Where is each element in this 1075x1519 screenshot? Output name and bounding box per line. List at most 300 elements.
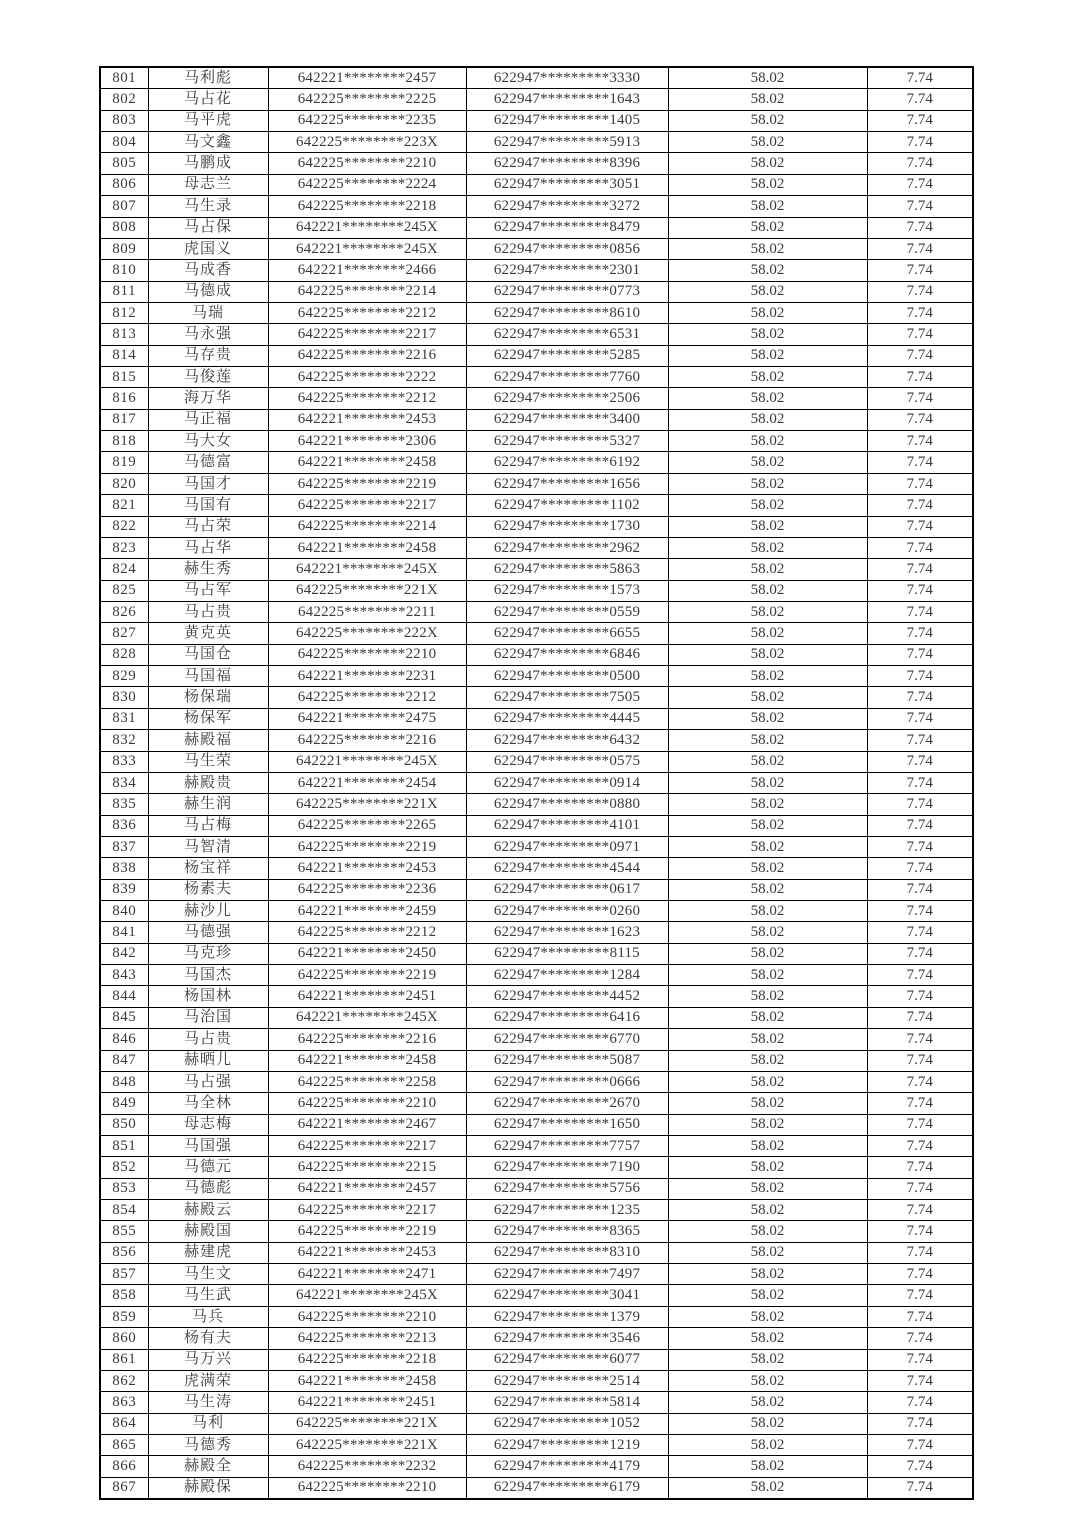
row-number: 841	[100, 922, 148, 943]
bank-card-masked: 622947*********0666	[466, 1071, 668, 1092]
rate-value: 7.74	[867, 708, 973, 729]
row-number: 816	[100, 388, 148, 409]
row-number: 811	[100, 281, 148, 302]
id-number-masked: 642221********2458	[268, 537, 466, 558]
row-number: 813	[100, 324, 148, 345]
table-row	[100, 1093, 973, 1114]
amount-value: 58.02	[668, 452, 867, 473]
rate-value: 7.74	[867, 67, 973, 89]
bank-card-masked: 622947*********5814	[466, 1392, 668, 1413]
table-row	[100, 986, 973, 1007]
table-row	[100, 516, 973, 537]
table-row	[100, 281, 973, 302]
id-number-masked: 642221********245X	[268, 1285, 466, 1306]
rate-value: 7.74	[867, 815, 973, 836]
id-number-masked: 642225********2214	[268, 281, 466, 302]
rate-value: 7.74	[867, 1370, 973, 1391]
table-row	[100, 1370, 973, 1391]
person-name: 赫生秀	[148, 559, 268, 580]
table-row	[100, 687, 973, 708]
person-name: 杨有夫	[148, 1328, 268, 1349]
amount-value: 58.02	[668, 238, 867, 259]
table-row	[100, 452, 973, 473]
rate-value: 7.74	[867, 238, 973, 259]
bank-card-masked: 622947*********1650	[466, 1114, 668, 1135]
rate-value: 7.74	[867, 302, 973, 323]
table-row	[100, 1349, 973, 1370]
rate-value: 7.74	[867, 1456, 973, 1477]
person-name: 马占保	[148, 217, 268, 238]
row-number: 860	[100, 1328, 148, 1349]
table-row	[100, 174, 973, 195]
row-number: 850	[100, 1114, 148, 1135]
amount-value: 58.02	[668, 217, 867, 238]
amount-value: 58.02	[668, 943, 867, 964]
person-name: 马占花	[148, 89, 268, 110]
rate-value: 7.74	[867, 901, 973, 922]
amount-value: 58.02	[668, 1435, 867, 1456]
table-row	[100, 943, 973, 964]
rate-value: 7.74	[867, 473, 973, 494]
bank-card-masked: 622947*********6531	[466, 324, 668, 345]
row-number: 847	[100, 1050, 148, 1071]
person-name: 马国福	[148, 666, 268, 687]
row-number: 862	[100, 1370, 148, 1391]
rate-value: 7.74	[867, 1114, 973, 1135]
row-number: 814	[100, 345, 148, 366]
table-row	[100, 1050, 973, 1071]
bank-card-masked: 622947*********6770	[466, 1029, 668, 1050]
table-row	[100, 666, 973, 687]
amount-value: 58.02	[668, 537, 867, 558]
bank-card-masked: 622947*********8365	[466, 1221, 668, 1242]
row-number: 831	[100, 708, 148, 729]
row-number: 821	[100, 495, 148, 516]
id-number-masked: 642221********2451	[268, 986, 466, 1007]
row-number: 848	[100, 1071, 148, 1092]
rate-value: 7.74	[867, 110, 973, 131]
amount-value: 58.02	[668, 644, 867, 665]
row-number: 829	[100, 666, 148, 687]
rate-value: 7.74	[867, 324, 973, 345]
person-name: 马占贵	[148, 601, 268, 622]
row-number: 845	[100, 1007, 148, 1028]
amount-value: 58.02	[668, 153, 867, 174]
bank-card-masked: 622947*********6192	[466, 452, 668, 473]
bank-card-masked: 622947*********1573	[466, 580, 668, 601]
amount-value: 58.02	[668, 879, 867, 900]
person-name: 马占强	[148, 1071, 268, 1092]
bank-card-masked: 622947*********5756	[466, 1178, 668, 1199]
id-number-masked: 642225********2219	[268, 836, 466, 857]
person-name: 马万兴	[148, 1349, 268, 1370]
id-number-masked: 642221********2466	[268, 260, 466, 281]
id-number-masked: 642225********2212	[268, 922, 466, 943]
table-row	[100, 708, 973, 729]
id-number-masked: 642225********2216	[268, 1029, 466, 1050]
rate-value: 7.74	[867, 879, 973, 900]
amount-value: 58.02	[668, 730, 867, 751]
id-number-masked: 642225********221X	[268, 580, 466, 601]
id-number-masked: 642221********2453	[268, 1242, 466, 1263]
amount-value: 58.02	[668, 836, 867, 857]
id-number-masked: 642225********2216	[268, 730, 466, 751]
amount-value: 58.02	[668, 1306, 867, 1327]
bank-card-masked: 622947*********4179	[466, 1456, 668, 1477]
row-number: 838	[100, 858, 148, 879]
bank-card-masked: 622947*********1656	[466, 473, 668, 494]
id-number-masked: 642221********2457	[268, 1178, 466, 1199]
row-number: 864	[100, 1413, 148, 1434]
id-number-masked: 642225********2212	[268, 302, 466, 323]
rate-value: 7.74	[867, 623, 973, 644]
table-row	[100, 794, 973, 815]
id-number-masked: 642221********2458	[268, 1050, 466, 1071]
bank-card-masked: 622947*********3272	[466, 196, 668, 217]
row-number: 837	[100, 836, 148, 857]
rate-value: 7.74	[867, 495, 973, 516]
row-number: 853	[100, 1178, 148, 1199]
amount-value: 58.02	[668, 67, 867, 89]
row-number: 818	[100, 431, 148, 452]
rate-value: 7.74	[867, 452, 973, 473]
table-row	[100, 858, 973, 879]
table-row	[100, 1306, 973, 1327]
amount-value: 58.02	[668, 1050, 867, 1071]
amount-value: 58.02	[668, 473, 867, 494]
amount-value: 58.02	[668, 623, 867, 644]
id-number-masked: 642221********2458	[268, 452, 466, 473]
table-row	[100, 730, 973, 751]
rate-value: 7.74	[867, 1050, 973, 1071]
id-number-masked: 642225********2217	[268, 1200, 466, 1221]
table-row	[100, 367, 973, 388]
rate-value: 7.74	[867, 751, 973, 772]
amount-value: 58.02	[668, 687, 867, 708]
table-row	[100, 1007, 973, 1028]
row-number: 826	[100, 601, 148, 622]
table-row	[100, 473, 973, 494]
rate-value: 7.74	[867, 345, 973, 366]
person-name: 虎国义	[148, 238, 268, 259]
rate-value: 7.74	[867, 1477, 973, 1499]
rate-value: 7.74	[867, 1007, 973, 1028]
person-name: 马占荣	[148, 516, 268, 537]
rate-value: 7.74	[867, 1242, 973, 1263]
bank-card-masked: 622947*********8396	[466, 153, 668, 174]
person-name: 赫殿全	[148, 1456, 268, 1477]
rate-value: 7.74	[867, 687, 973, 708]
bank-card-masked: 622947*********1235	[466, 1200, 668, 1221]
id-number-masked: 642221********2459	[268, 901, 466, 922]
amount-value: 58.02	[668, 1456, 867, 1477]
rate-value: 7.74	[867, 986, 973, 1007]
id-number-masked: 642225********2211	[268, 601, 466, 622]
person-name: 杨宝祥	[148, 858, 268, 879]
bank-card-masked: 622947*********2301	[466, 260, 668, 281]
amount-value: 58.02	[668, 1328, 867, 1349]
row-number: 865	[100, 1435, 148, 1456]
bank-card-masked: 622947*********1219	[466, 1435, 668, 1456]
rate-value: 7.74	[867, 1435, 973, 1456]
row-number: 854	[100, 1200, 148, 1221]
row-number: 861	[100, 1349, 148, 1370]
table-row	[100, 1242, 973, 1263]
rate-value: 7.74	[867, 174, 973, 195]
rate-value: 7.74	[867, 281, 973, 302]
bank-card-masked: 622947*********0971	[466, 836, 668, 857]
id-number-masked: 642225********2225	[268, 89, 466, 110]
row-number: 824	[100, 559, 148, 580]
row-number: 840	[100, 901, 148, 922]
person-name: 马国杰	[148, 965, 268, 986]
rate-value: 7.74	[867, 1285, 973, 1306]
bank-card-masked: 622947*********3330	[466, 67, 668, 89]
bank-card-masked: 622947*********8115	[466, 943, 668, 964]
bank-card-masked: 622947*********0500	[466, 666, 668, 687]
bank-card-masked: 622947*********2962	[466, 537, 668, 558]
id-number-masked: 642221********2454	[268, 772, 466, 793]
amount-value: 58.02	[668, 1157, 867, 1178]
bank-card-masked: 622947*********3041	[466, 1285, 668, 1306]
rate-value: 7.74	[867, 1264, 973, 1285]
row-number: 867	[100, 1477, 148, 1499]
person-name: 马瑞	[148, 302, 268, 323]
row-number: 823	[100, 537, 148, 558]
id-number-masked: 642225********2210	[268, 1306, 466, 1327]
id-number-masked: 642221********245X	[268, 217, 466, 238]
row-number: 832	[100, 730, 148, 751]
id-number-masked: 642225********2212	[268, 388, 466, 409]
person-name: 赫殿贵	[148, 772, 268, 793]
rate-value: 7.74	[867, 601, 973, 622]
row-number: 809	[100, 238, 148, 259]
bank-card-masked: 622947*********0773	[466, 281, 668, 302]
bank-card-masked: 622947*********2506	[466, 388, 668, 409]
amount-value: 58.02	[668, 1242, 867, 1263]
id-number-masked: 642225********2213	[268, 1328, 466, 1349]
amount-value: 58.02	[668, 1285, 867, 1306]
row-number: 822	[100, 516, 148, 537]
table-row	[100, 302, 973, 323]
amount-value: 58.02	[668, 708, 867, 729]
person-name: 赫殿云	[148, 1200, 268, 1221]
id-number-masked: 642221********2458	[268, 1370, 466, 1391]
id-number-masked: 642221********2471	[268, 1264, 466, 1285]
id-number-masked: 642225********2222	[268, 367, 466, 388]
amount-value: 58.02	[668, 986, 867, 1007]
person-name: 马全林	[148, 1093, 268, 1114]
person-name: 马占贵	[148, 1029, 268, 1050]
bank-card-masked: 622947*********1405	[466, 110, 668, 131]
bank-card-masked: 622947*********6655	[466, 623, 668, 644]
person-name: 黄克英	[148, 623, 268, 644]
id-number-masked: 642225********2210	[268, 153, 466, 174]
person-name: 马生录	[148, 196, 268, 217]
row-number: 859	[100, 1306, 148, 1327]
rate-value: 7.74	[867, 1029, 973, 1050]
person-name: 海万华	[148, 388, 268, 409]
person-name: 马鹏成	[148, 153, 268, 174]
rate-value: 7.74	[867, 794, 973, 815]
bank-card-masked: 622947*********0914	[466, 772, 668, 793]
bank-card-masked: 622947*********3546	[466, 1328, 668, 1349]
id-number-masked: 642221********2231	[268, 666, 466, 687]
table-row	[100, 495, 973, 516]
person-name: 赫殿福	[148, 730, 268, 751]
bank-card-masked: 622947*********8310	[466, 1242, 668, 1263]
row-number: 817	[100, 409, 148, 430]
person-name: 杨国林	[148, 986, 268, 1007]
rate-value: 7.74	[867, 1093, 973, 1114]
table-row	[100, 153, 973, 174]
rate-value: 7.74	[867, 559, 973, 580]
table-row	[100, 217, 973, 238]
amount-value: 58.02	[668, 302, 867, 323]
row-number: 844	[100, 986, 148, 1007]
bank-card-masked: 622947*********5087	[466, 1050, 668, 1071]
row-number: 808	[100, 217, 148, 238]
id-number-masked: 642225********2224	[268, 174, 466, 195]
amount-value: 58.02	[668, 495, 867, 516]
id-number-masked: 642221********245X	[268, 751, 466, 772]
person-name: 母志梅	[148, 1114, 268, 1135]
amount-value: 58.02	[668, 601, 867, 622]
rate-value: 7.74	[867, 537, 973, 558]
id-number-masked: 642221********2475	[268, 708, 466, 729]
person-name: 马生涛	[148, 1392, 268, 1413]
table-row	[100, 1200, 973, 1221]
bank-card-masked: 622947*********3400	[466, 409, 668, 430]
bank-card-masked: 622947*********7760	[466, 367, 668, 388]
rate-value: 7.74	[867, 644, 973, 665]
person-name: 马平虎	[148, 110, 268, 131]
amount-value: 58.02	[668, 431, 867, 452]
table-row	[100, 815, 973, 836]
person-name: 马占梅	[148, 815, 268, 836]
table-row	[100, 260, 973, 281]
id-number-masked: 642225********2219	[268, 965, 466, 986]
rate-value: 7.74	[867, 666, 973, 687]
person-name: 马占华	[148, 537, 268, 558]
bank-card-masked: 622947*********5913	[466, 132, 668, 153]
id-number-masked: 642221********2457	[268, 67, 466, 89]
table-row	[100, 623, 973, 644]
amount-value: 58.02	[668, 324, 867, 345]
bank-card-masked: 622947*********3051	[466, 174, 668, 195]
person-name: 马成香	[148, 260, 268, 281]
table-row	[100, 901, 973, 922]
id-number-masked: 642225********2210	[268, 1093, 466, 1114]
row-number: 846	[100, 1029, 148, 1050]
person-name: 马克珍	[148, 943, 268, 964]
bank-card-masked: 622947*********6432	[466, 730, 668, 751]
bank-card-masked: 622947*********1052	[466, 1413, 668, 1434]
row-number: 833	[100, 751, 148, 772]
amount-value: 58.02	[668, 132, 867, 153]
person-name: 马国才	[148, 473, 268, 494]
rate-value: 7.74	[867, 922, 973, 943]
row-number: 851	[100, 1135, 148, 1156]
rate-value: 7.74	[867, 1392, 973, 1413]
rate-value: 7.74	[867, 1071, 973, 1092]
table-row	[100, 1178, 973, 1199]
row-number: 825	[100, 580, 148, 601]
row-number: 812	[100, 302, 148, 323]
bank-card-masked: 622947*********8610	[466, 302, 668, 323]
id-number-masked: 642225********221X	[268, 1413, 466, 1434]
table-row	[100, 772, 973, 793]
person-name: 马正福	[148, 409, 268, 430]
amount-value: 58.02	[668, 1370, 867, 1391]
table-row	[100, 537, 973, 558]
bank-card-masked: 622947*********6179	[466, 1477, 668, 1499]
person-name: 赫殿保	[148, 1477, 268, 1499]
id-number-masked: 642225********223X	[268, 132, 466, 153]
id-number-masked: 642225********221X	[268, 794, 466, 815]
amount-value: 58.02	[668, 516, 867, 537]
table-row	[100, 1114, 973, 1135]
rate-value: 7.74	[867, 836, 973, 857]
amount-value: 58.02	[668, 1221, 867, 1242]
person-name: 马智清	[148, 836, 268, 857]
person-name: 马德元	[148, 1157, 268, 1178]
id-number-masked: 642225********2219	[268, 473, 466, 494]
amount-value: 58.02	[668, 409, 867, 430]
rate-value: 7.74	[867, 943, 973, 964]
table-row	[100, 1071, 973, 1092]
amount-value: 58.02	[668, 1392, 867, 1413]
id-number-masked: 642225********2218	[268, 196, 466, 217]
row-number: 802	[100, 89, 148, 110]
bank-card-masked: 622947*********0880	[466, 794, 668, 815]
table-row	[100, 1477, 973, 1499]
table-row	[100, 1221, 973, 1242]
id-number-masked: 642225********2219	[268, 1221, 466, 1242]
id-number-masked: 642225********2218	[268, 1349, 466, 1370]
row-number: 819	[100, 452, 148, 473]
row-number: 858	[100, 1285, 148, 1306]
person-name: 杨素夫	[148, 879, 268, 900]
bank-card-masked: 622947*********2514	[466, 1370, 668, 1391]
amount-value: 58.02	[668, 901, 867, 922]
row-number: 842	[100, 943, 148, 964]
rate-value: 7.74	[867, 1413, 973, 1434]
bank-card-masked: 622947*********0575	[466, 751, 668, 772]
bank-card-masked: 622947*********5285	[466, 345, 668, 366]
id-number-masked: 642225********2210	[268, 1477, 466, 1499]
id-number-masked: 642225********222X	[268, 623, 466, 644]
table-row	[100, 409, 973, 430]
amount-value: 58.02	[668, 559, 867, 580]
rate-value: 7.74	[867, 409, 973, 430]
table-row	[100, 1285, 973, 1306]
person-name: 马利	[148, 1413, 268, 1434]
amount-value: 58.02	[668, 772, 867, 793]
row-number: 806	[100, 174, 148, 195]
table-row	[100, 601, 973, 622]
rate-value: 7.74	[867, 153, 973, 174]
table-row	[100, 345, 973, 366]
id-number-masked: 642221********2450	[268, 943, 466, 964]
amount-value: 58.02	[668, 1178, 867, 1199]
id-number-masked: 642221********2306	[268, 431, 466, 452]
table-row	[100, 965, 973, 986]
rate-value: 7.74	[867, 580, 973, 601]
rate-value: 7.74	[867, 260, 973, 281]
rate-value: 7.74	[867, 1221, 973, 1242]
person-name: 赫生润	[148, 794, 268, 815]
